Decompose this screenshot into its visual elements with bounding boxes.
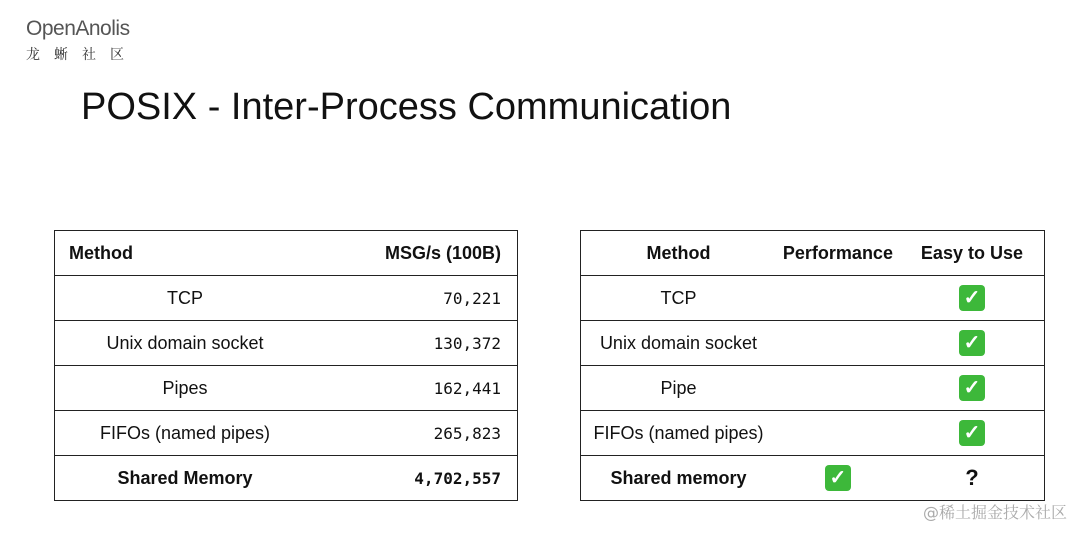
performance-cell	[776, 321, 900, 366]
check-icon: ✓	[825, 465, 851, 491]
table-row	[581, 411, 1045, 456]
table-row	[581, 321, 1045, 366]
comparison-table	[580, 230, 1045, 501]
method-cell: Pipes	[55, 366, 316, 411]
method-cell: Unix domain socket	[55, 321, 316, 366]
table-row-highlight	[55, 456, 518, 501]
header-method: Method	[69, 242, 133, 263]
table-row	[55, 366, 518, 411]
value-cell: 70,221	[315, 276, 517, 321]
watermark: @稀土掘金技术社区	[922, 503, 1067, 522]
easy-cell	[900, 321, 1045, 366]
value-cell: 265,823	[315, 411, 517, 456]
header-easy-to-use: Easy to Use	[920, 242, 1023, 263]
performance-cell	[776, 411, 900, 456]
method-cell: Pipe	[581, 366, 776, 411]
value-cell: 162,441	[315, 366, 517, 411]
table-row-highlight	[581, 456, 1045, 501]
slide-title: POSIX - Inter-Process Communication	[81, 86, 732, 128]
table-row	[581, 366, 1045, 411]
question-mark-icon: ?	[965, 465, 979, 490]
method-cell: TCP	[55, 276, 316, 321]
value-cell: 4,702,557	[315, 456, 517, 501]
easy-cell	[900, 456, 1045, 501]
performance-cell	[776, 276, 900, 321]
method-cell: Shared memory	[581, 456, 776, 501]
table-row	[581, 276, 1045, 321]
value-cell: 130,372	[315, 321, 517, 366]
method-cell: TCP	[581, 276, 776, 321]
header-msg-rate: MSG/s (100B)	[384, 242, 501, 263]
performance-cell	[776, 366, 900, 411]
table-row	[55, 276, 518, 321]
easy-cell	[900, 366, 1045, 411]
check-icon: ✓	[959, 375, 985, 401]
throughput-table	[54, 230, 518, 501]
check-icon: ✓	[959, 420, 985, 446]
table-row	[55, 321, 518, 366]
method-cell: FIFOs (named pipes)	[55, 411, 316, 456]
method-cell: FIFOs (named pipes)	[581, 411, 776, 456]
method-cell: Unix domain socket	[581, 321, 776, 366]
easy-cell	[900, 276, 1045, 321]
header-performance: Performance	[782, 242, 893, 263]
performance-cell	[776, 456, 900, 501]
table-header-row	[581, 231, 1045, 276]
table-header-row	[55, 231, 518, 276]
logo-subtitle: 龙蜥社区	[26, 47, 138, 63]
table-row	[55, 411, 518, 456]
method-cell: Shared Memory	[55, 456, 316, 501]
check-icon: ✓	[959, 330, 985, 356]
check-icon: ✓	[959, 285, 985, 311]
easy-cell	[900, 411, 1045, 456]
header-method: Method	[646, 242, 711, 263]
openanolis-logo	[26, 16, 138, 64]
logo-brand: OpenAnolis	[26, 17, 130, 40]
